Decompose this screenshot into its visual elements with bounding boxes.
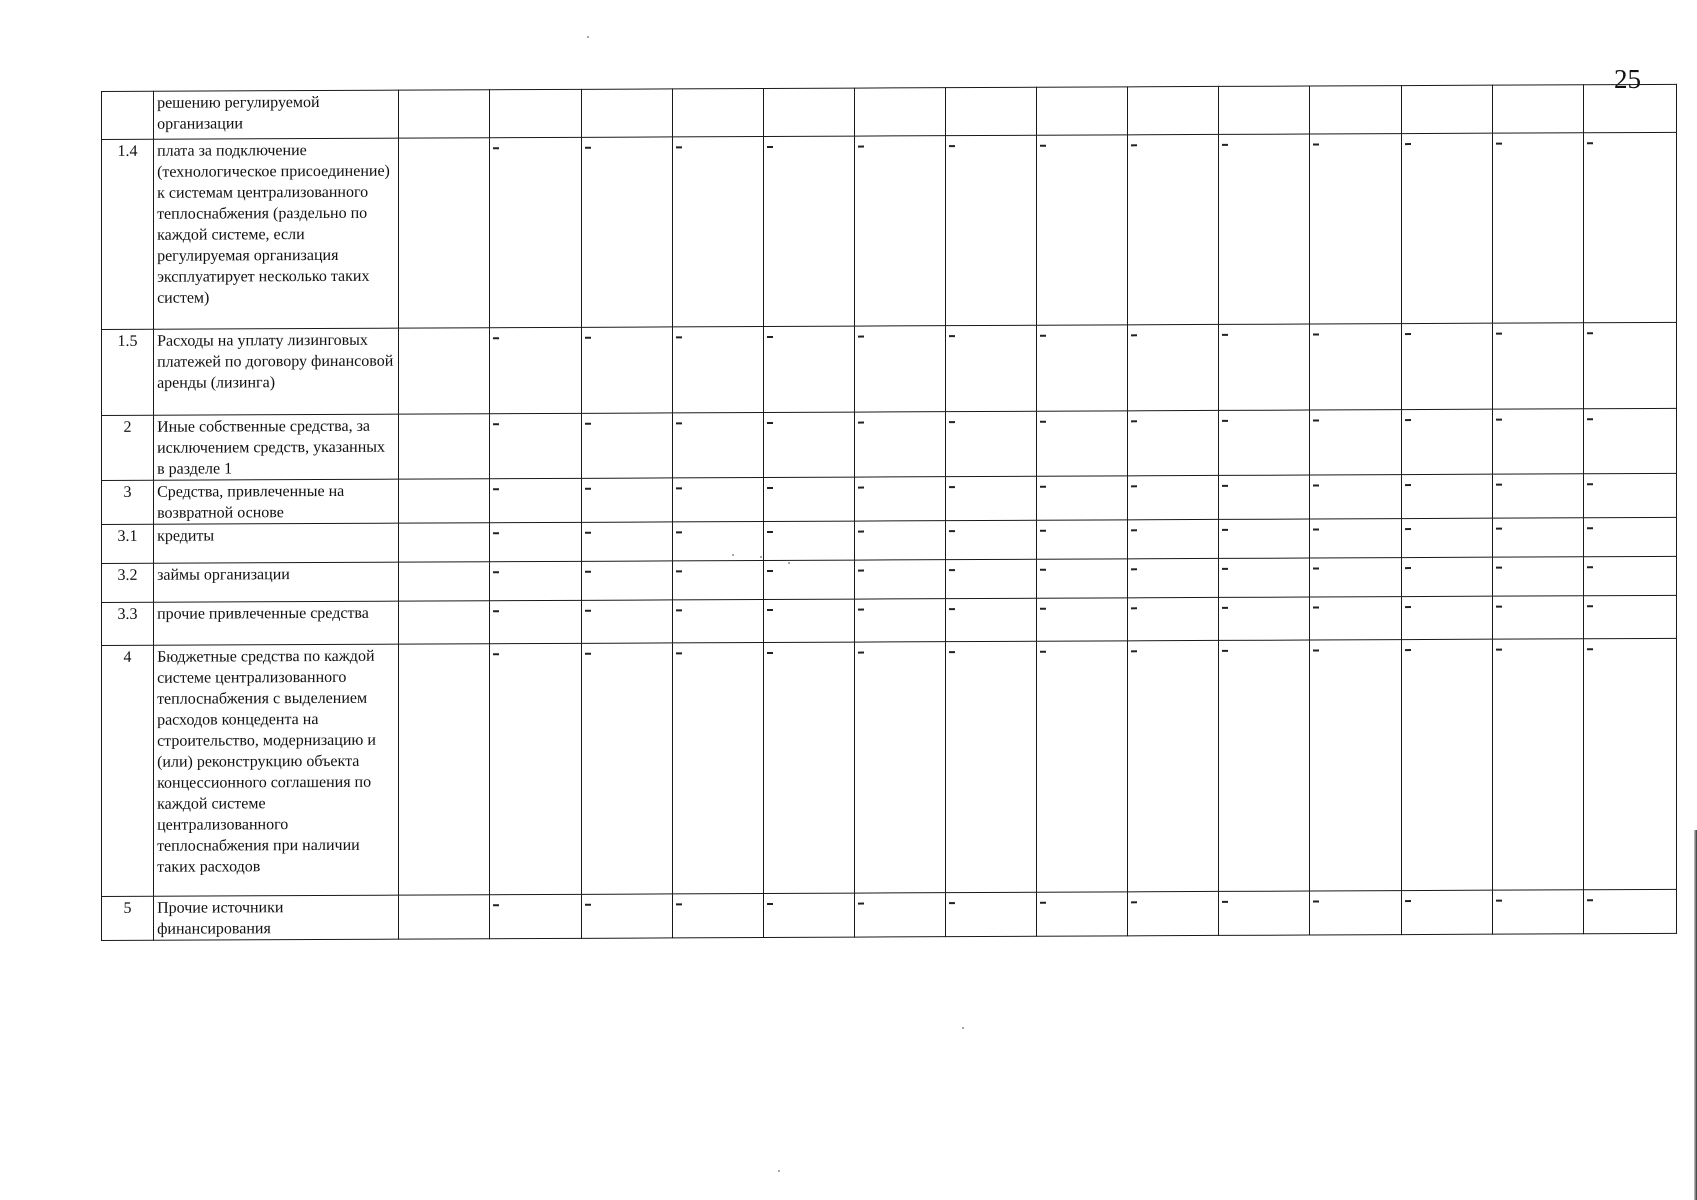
value-cell <box>1401 518 1492 557</box>
dash-mark <box>949 902 955 904</box>
value-cell <box>1310 891 1401 935</box>
value-cell <box>763 893 854 937</box>
value-cell <box>490 413 581 478</box>
value-cell <box>854 88 945 136</box>
value-cell <box>672 412 763 477</box>
value-cell <box>672 521 763 560</box>
value-cell <box>1310 558 1401 597</box>
dash-mark <box>1405 567 1411 569</box>
dash-mark <box>1405 649 1411 651</box>
value-cell <box>854 521 945 560</box>
dash-mark <box>585 337 591 339</box>
dash-mark <box>1405 900 1411 902</box>
row-number: 3 <box>102 480 154 524</box>
dash-mark <box>585 423 591 425</box>
dash-mark <box>1131 334 1137 336</box>
value-cell <box>490 643 581 894</box>
row-number: 4 <box>102 645 154 896</box>
value-cell <box>1492 639 1583 890</box>
dash-mark <box>1405 606 1411 608</box>
dash-mark <box>585 532 591 534</box>
dash-mark <box>767 146 773 148</box>
value-cell <box>1401 474 1492 518</box>
dash-mark <box>1040 530 1046 532</box>
value-cell <box>1401 639 1492 890</box>
value-cell <box>1128 324 1219 410</box>
value-cell <box>1583 595 1676 638</box>
dash-mark <box>1313 143 1319 145</box>
dash-mark <box>1587 418 1593 420</box>
value-cell <box>763 560 854 599</box>
value-cell <box>1128 640 1219 891</box>
value-cell <box>1310 324 1401 410</box>
value-cell <box>1219 519 1310 558</box>
value-cell <box>1401 323 1492 409</box>
dash-mark <box>858 652 864 654</box>
dash-mark <box>1313 649 1319 651</box>
value-cell <box>1037 598 1128 641</box>
dash-mark <box>949 335 955 337</box>
value-cell <box>1401 409 1492 474</box>
value-cell <box>581 413 672 478</box>
value-cell <box>1583 556 1676 595</box>
value-cell <box>854 326 945 412</box>
value-cell <box>854 893 945 937</box>
dash-mark <box>676 903 682 905</box>
value-cell <box>581 894 672 938</box>
dash-mark <box>1131 607 1137 609</box>
dash-mark <box>1496 333 1502 335</box>
dash-mark <box>1040 145 1046 147</box>
table-row <box>102 84 1677 139</box>
value-cell <box>763 88 854 136</box>
value-cell <box>672 88 763 136</box>
row-name: Иные собственные средства, за исключением средств, указанных в разделе 1 <box>154 414 399 480</box>
dash-mark <box>676 487 682 489</box>
dash-mark <box>1587 332 1593 334</box>
value-cell <box>763 477 854 521</box>
table-row <box>102 322 1677 415</box>
value-cell <box>581 137 672 327</box>
dash-mark <box>949 145 955 147</box>
dash-mark <box>493 488 499 490</box>
dash-mark <box>1222 607 1228 609</box>
value-cell <box>581 643 672 894</box>
dash-mark <box>676 652 682 654</box>
row-name: Бюджетные средства по каждой системе централизованного теплоснабжения с выделением расходов концедента на строительство, модернизацию и (или) реконструкцию объекта концессионного соглашения по каждой системе централизованного теплоснабжения при наличии таких расходов <box>154 644 399 896</box>
value-cell <box>672 477 763 521</box>
dash-mark <box>858 422 864 424</box>
value-cell <box>399 328 490 414</box>
dash-mark <box>676 336 682 338</box>
dash-mark <box>858 903 864 905</box>
dash-mark <box>1313 606 1319 608</box>
value-cell <box>581 327 672 413</box>
dash-mark <box>1496 606 1502 608</box>
value-cell <box>1492 133 1583 323</box>
dash-mark <box>493 653 499 655</box>
value-cell <box>854 560 945 599</box>
dash-mark <box>1131 144 1137 146</box>
dash-mark <box>585 610 591 612</box>
dash-mark <box>585 147 591 149</box>
value-cell <box>1219 891 1310 935</box>
dash-mark <box>1313 900 1319 902</box>
value-cell <box>763 599 854 642</box>
dash-mark <box>1131 485 1137 487</box>
value-cell <box>1219 597 1310 640</box>
table-row <box>102 595 1677 645</box>
dash-mark <box>858 487 864 489</box>
value-cell <box>763 412 854 477</box>
value-cell <box>946 892 1037 936</box>
dash-mark <box>676 609 682 611</box>
dash-mark <box>949 421 955 423</box>
value-cell <box>1037 411 1128 476</box>
row-number: 1.4 <box>102 139 154 329</box>
dash-mark <box>1040 651 1046 653</box>
dash-mark <box>1496 567 1502 569</box>
value-cell <box>1583 638 1676 889</box>
dash-mark <box>767 336 773 338</box>
value-cell <box>1128 134 1219 324</box>
row-name: займы организации <box>154 562 399 602</box>
dash-mark <box>493 610 499 612</box>
value-cell <box>490 137 581 327</box>
value-cell <box>946 411 1037 476</box>
value-cell <box>1128 475 1219 519</box>
value-cell <box>946 598 1037 641</box>
dash-mark <box>1587 566 1593 568</box>
row-number: 1.5 <box>102 329 154 415</box>
table-row <box>102 889 1677 940</box>
value-cell <box>399 414 490 479</box>
table-row <box>102 638 1677 896</box>
dash-mark <box>1131 901 1137 903</box>
value-cell <box>672 560 763 599</box>
value-cell <box>1219 640 1310 891</box>
value-cell <box>581 478 672 522</box>
value-cell <box>399 644 490 895</box>
value-cell <box>581 561 672 600</box>
dash-mark <box>676 422 682 424</box>
value-cell <box>672 326 763 412</box>
value-cell <box>763 136 854 326</box>
row-name: Прочие источники финансирования <box>154 895 399 940</box>
dash-mark <box>585 653 591 655</box>
row-name: Средства, привлеченные на возвратной основе <box>154 479 399 524</box>
row-number: 5 <box>102 896 154 940</box>
dash-mark <box>1405 528 1411 530</box>
value-cell <box>1128 410 1219 475</box>
value-cell <box>581 89 672 137</box>
value-cell <box>854 136 945 326</box>
dash-mark <box>493 423 499 425</box>
value-cell <box>1583 84 1676 132</box>
value-cell <box>1492 557 1583 596</box>
dash-mark <box>949 608 955 610</box>
dash-mark <box>1313 484 1319 486</box>
dash-mark <box>1405 484 1411 486</box>
row-name: кредиты <box>154 523 399 563</box>
value-cell <box>1037 135 1128 325</box>
row-number <box>102 91 154 139</box>
dash-mark <box>949 569 955 571</box>
value-cell <box>946 135 1037 325</box>
value-cell <box>1219 86 1310 134</box>
dash-mark <box>1040 335 1046 337</box>
value-cell <box>1492 409 1583 474</box>
value-cell <box>1128 597 1219 640</box>
value-cell <box>1037 476 1128 520</box>
dash-mark <box>676 531 682 533</box>
value-cell <box>399 601 490 644</box>
dash-mark <box>858 146 864 148</box>
dash-mark <box>585 488 591 490</box>
value-cell <box>1310 410 1401 475</box>
value-cell <box>490 522 581 561</box>
value-cell <box>490 600 581 643</box>
value-cell <box>1492 890 1583 934</box>
value-cell <box>672 893 763 937</box>
value-cell <box>399 523 490 562</box>
dash-mark <box>1040 608 1046 610</box>
value-cell <box>1492 85 1583 133</box>
value-cell <box>399 562 490 601</box>
dash-mark <box>493 904 499 906</box>
dash-mark <box>858 336 864 338</box>
page-number: 25 <box>1614 64 1641 94</box>
value-cell <box>672 599 763 642</box>
dash-mark <box>767 903 773 905</box>
dash-mark <box>767 487 773 489</box>
value-cell <box>1583 517 1676 556</box>
table-row <box>102 132 1677 329</box>
dash-mark <box>1222 568 1228 570</box>
value-cell <box>1310 86 1401 134</box>
value-cell <box>1037 559 1128 598</box>
dash-mark <box>1313 419 1319 421</box>
value-cell <box>946 559 1037 598</box>
dash-mark <box>1222 901 1228 903</box>
dash-mark <box>1587 648 1593 650</box>
dash-mark <box>493 147 499 149</box>
dash-mark <box>767 609 773 611</box>
dash-mark <box>676 146 682 148</box>
value-cell <box>1037 87 1128 135</box>
table-body <box>102 84 1677 940</box>
value-cell <box>1219 410 1310 475</box>
value-cell <box>399 138 490 328</box>
value-cell <box>1492 518 1583 557</box>
dash-mark <box>858 570 864 572</box>
dash-mark <box>1496 484 1502 486</box>
row-name: Расходы на уплату лизинговых платежей по договору финансовой аренды (лизинга) <box>154 328 399 415</box>
row-number: 3.1 <box>102 524 154 563</box>
table-row <box>102 408 1677 480</box>
value-cell <box>763 326 854 412</box>
value-cell <box>1492 323 1583 409</box>
dash-mark <box>1040 421 1046 423</box>
dash-mark <box>767 422 773 424</box>
dash-mark <box>1496 419 1502 421</box>
dash-mark <box>1040 902 1046 904</box>
value-cell <box>1492 596 1583 639</box>
row-number: 2 <box>102 415 154 480</box>
dash-mark <box>1222 334 1228 336</box>
value-cell <box>490 478 581 522</box>
value-cell <box>946 87 1037 135</box>
dash-mark <box>1405 143 1411 145</box>
value-cell <box>490 894 581 938</box>
value-cell <box>399 895 490 939</box>
value-cell <box>1401 596 1492 639</box>
value-cell <box>1401 133 1492 323</box>
dash-mark <box>1313 528 1319 530</box>
value-cell <box>672 136 763 326</box>
value-cell <box>1401 85 1492 133</box>
dash-mark <box>493 532 499 534</box>
dash-mark <box>1222 420 1228 422</box>
dash-mark <box>767 570 773 572</box>
value-cell <box>854 477 945 521</box>
value-cell <box>1310 475 1401 519</box>
value-cell <box>1310 640 1401 891</box>
value-cell <box>490 561 581 600</box>
dash-mark <box>1131 650 1137 652</box>
dash-mark <box>676 570 682 572</box>
value-cell <box>1583 889 1676 933</box>
table-row <box>102 473 1677 524</box>
dash-mark <box>1222 529 1228 531</box>
value-cell <box>672 642 763 893</box>
value-cell <box>490 89 581 137</box>
dash-mark <box>1496 528 1502 530</box>
value-cell <box>1401 890 1492 934</box>
value-cell <box>763 642 854 893</box>
dash-mark <box>1587 142 1593 144</box>
value-cell <box>1583 132 1676 322</box>
row-number: 3.2 <box>102 563 154 602</box>
value-cell <box>399 90 490 138</box>
row-name: плата за подключение (технологическое присоединение) к системам централизованного теплоснабжения (раздельно по каждой системе, если регулируемая организация эксплуатирует несколько таких систем) <box>154 138 399 329</box>
dash-mark <box>1040 569 1046 571</box>
value-cell <box>1310 519 1401 558</box>
value-cell <box>946 641 1037 892</box>
document-sheet <box>101 84 1677 941</box>
dash-mark <box>949 486 955 488</box>
dash-mark <box>1405 419 1411 421</box>
value-cell <box>1310 597 1401 640</box>
value-cell <box>1128 86 1219 134</box>
dash-mark <box>767 652 773 654</box>
value-cell <box>399 479 490 523</box>
value-cell <box>1037 520 1128 559</box>
dash-mark <box>949 651 955 653</box>
value-cell <box>1219 134 1310 324</box>
dash-mark <box>1222 650 1228 652</box>
dash-mark <box>1131 568 1137 570</box>
dash-mark <box>493 337 499 339</box>
value-cell <box>946 325 1037 411</box>
row-name: прочие привлеченные средства <box>154 601 399 645</box>
dash-mark <box>1496 900 1502 902</box>
dash-mark <box>493 571 499 573</box>
value-cell <box>1492 474 1583 518</box>
dash-mark <box>1222 144 1228 146</box>
value-cell <box>946 476 1037 520</box>
dash-mark <box>1313 333 1319 335</box>
value-cell <box>1583 408 1676 473</box>
dash-mark <box>1587 605 1593 607</box>
dash-mark <box>1405 333 1411 335</box>
dash-mark <box>1131 529 1137 531</box>
dash-mark <box>767 531 773 533</box>
value-cell <box>854 412 945 477</box>
row-number: 3.3 <box>102 602 154 645</box>
value-cell <box>581 600 672 643</box>
value-cell <box>1219 324 1310 410</box>
dash-mark <box>1313 567 1319 569</box>
value-cell <box>1219 558 1310 597</box>
dash-mark <box>585 904 591 906</box>
value-cell <box>1037 641 1128 892</box>
dash-mark <box>1131 420 1137 422</box>
row-name: решению регулируемой организации <box>154 90 399 139</box>
dash-mark <box>858 609 864 611</box>
dash-mark <box>1587 527 1593 529</box>
value-cell <box>1310 134 1401 324</box>
dash-mark <box>1496 649 1502 651</box>
dash-mark <box>1587 483 1593 485</box>
dash-mark <box>1222 485 1228 487</box>
dash-mark <box>1040 486 1046 488</box>
value-cell <box>1401 557 1492 596</box>
value-cell <box>1037 325 1128 411</box>
value-cell <box>1583 322 1676 408</box>
funding-sources-table <box>101 84 1677 941</box>
dash-mark <box>949 530 955 532</box>
value-cell <box>854 599 945 642</box>
dash-mark <box>858 531 864 533</box>
value-cell <box>1037 892 1128 936</box>
value-cell <box>946 520 1037 559</box>
value-cell <box>1128 891 1219 935</box>
value-cell <box>854 642 945 893</box>
value-cell <box>490 327 581 413</box>
value-cell <box>763 521 854 560</box>
value-cell <box>1219 475 1310 519</box>
dash-mark <box>1496 143 1502 145</box>
value-cell <box>581 522 672 561</box>
dash-mark <box>585 571 591 573</box>
dash-mark <box>1587 899 1593 901</box>
value-cell <box>1128 558 1219 597</box>
value-cell <box>1128 519 1219 558</box>
value-cell <box>1583 473 1676 517</box>
